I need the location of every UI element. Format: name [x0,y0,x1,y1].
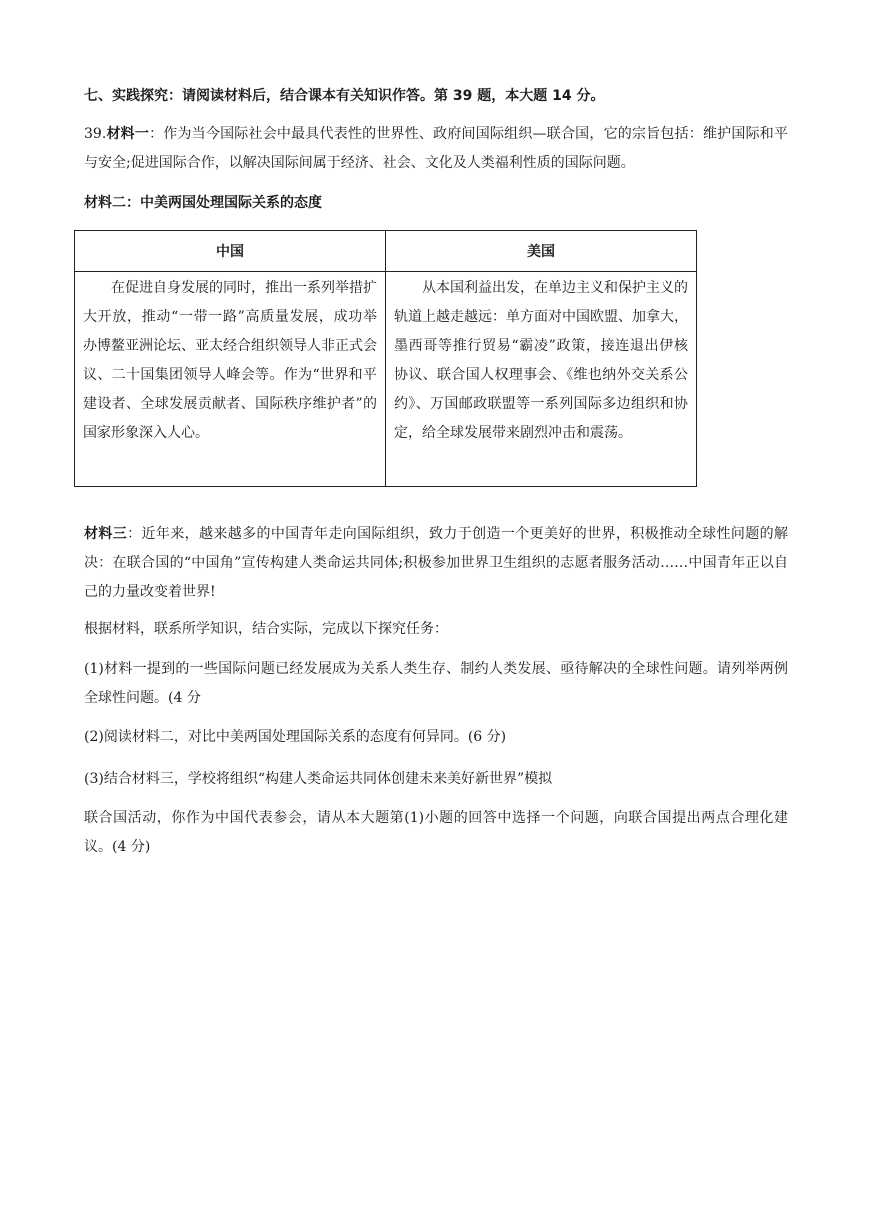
material-three-text: ：近年来，越来越多的中国青年走向国际组织，致力于创造一个更美好的世界，积极推动全球性问题的解决：在联合国的“中国角”宣传构建人类命运共同体;积极参加世界卫生组织的志愿者服务活动……中国青年正以自己的力量改变着世界! [84,526,788,600]
table-row [75,272,697,487]
material-three [84,520,788,607]
table-header-row [75,231,697,272]
question-2: (2)阅读材料二，对比中美两国处理国际关系的态度有何异同。(6 分) [84,729,507,745]
usa-cell: 从本国利益出发，在单边主义和保护主义的轨道上越走越远：单方面对中国欧盟、加拿大，墨西哥等推行贸易“霸凌”政策，接连退出伊核协议、联合国人权理事会、《维也纳外交关系公约》、万国邮政联盟等一系列国际多边组织和协定，给全球发展带来剧烈冲击和震荡。 [386,272,697,487]
question-3-line-1: (3)结合材料三，学校将组织“构建人类命运共同体创建未来美好新世界”模拟 [84,771,553,787]
material-one [84,120,788,178]
question-1: (1)材料一提到的一些国际问题已经发展成为关系人类生存、制约人类发展、亟待解决的全球性问题。请列举两例全球性问题。(4 分 [84,661,788,706]
material-one-text: ：作为当今国际社会中最具代表性的世界性、政府间国际组织—联合国，它的宗旨包括：维护国际和平与安全;促进国际合作，以解决国际间属于经济、社会、文化及人类福利性质的国际问题。 [84,126,788,171]
section-heading: 七、实践探究：请阅读材料后，结合课本有关知识作答。第 39 题，本大题 14 分。 [84,88,605,104]
instruction: 根据材料，联系所学知识，结合实际，完成以下探究任务： [84,621,448,637]
question-3-line-2: 联合国活动，你作为中国代表参会，请从本大题第(1)小题的回答中选择一个问题，向联合国提出两点合理化建议。(4 分) [84,810,788,855]
china-cell: 在促进自身发展的同时，推出一系列举措扩大开放，推动“一带一路”高质量发展，成功举办博鳌亚洲论坛、亚太经合组织领导人非正式会议、二十国集团领导人峰会等。作为“世界和平建设者、全球发展贡献者、国际秩序维护者”的国家形象深入人心。 [75,272,386,487]
material-two-title: 材料二：中美两国处理国际关系的态度 [84,195,322,211]
question-number: 39. [84,126,107,142]
comparison-table [74,230,697,487]
material-one-label: 材料一 [106,126,150,142]
header-usa: 美国 [386,231,697,272]
header-china: 中国 [75,231,386,272]
material-three-label: 材料三 [84,526,128,542]
